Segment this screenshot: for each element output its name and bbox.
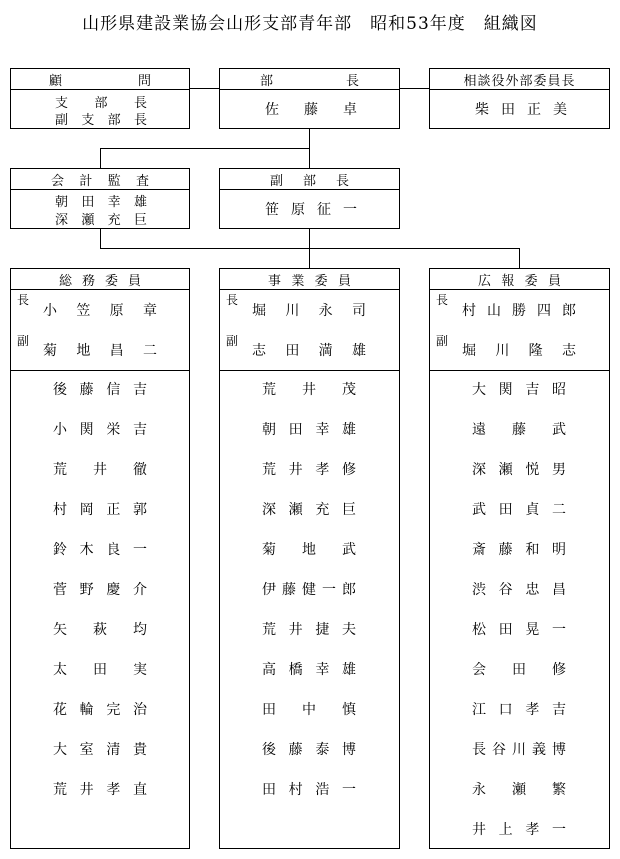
general-member: 菅 野 慶 介 (53, 582, 147, 598)
business-member: 伊 藤 健 一 郎 (262, 582, 356, 598)
pr-member: 長 谷 川 義 博 (472, 742, 566, 758)
general-member: 村 岡 正 郭 (53, 502, 147, 518)
general-member: 後 藤 信 吉 (53, 382, 147, 398)
advisor-header: 顧 問 (49, 73, 151, 89)
general-vice-role: 副 (17, 334, 30, 348)
business-member: 後 藤 泰 博 (262, 742, 356, 758)
connector-chief-down (309, 128, 310, 170)
pr-member: 江 口 孝 吉 (472, 702, 566, 718)
connector-mid (100, 148, 310, 149)
advisor-member-1: 支 部 長 (55, 96, 147, 111)
pr-vice-role: 副 (436, 334, 449, 348)
business-member: 高 橋 幸 雄 (262, 662, 356, 678)
audit-member-1: 朝 田 幸 雄 (55, 195, 147, 210)
connector-right-down (519, 248, 520, 268)
general-separator (11, 370, 189, 371)
general-member: 太 田 実 (53, 662, 147, 678)
business-member: 菊 地 武 (262, 542, 356, 558)
pr-separator (430, 370, 609, 371)
connector-audit-up (100, 148, 101, 170)
audit-member-2: 深 瀬 充 巨 (55, 213, 147, 228)
general-chair-role: 長 (17, 293, 30, 307)
general-member: 荒 井 徹 (53, 462, 147, 478)
business-header-row (220, 269, 399, 290)
pr-member: 井 上 孝 一 (472, 822, 566, 838)
vice-box (219, 168, 400, 229)
advisor-box (10, 68, 190, 129)
pr-chair-role: 長 (436, 293, 449, 307)
pr-vice-name: 堀 川 隆 志 (462, 343, 576, 359)
business-chair-name: 堀 川 永 司 (252, 303, 366, 319)
general-header: 総 務 委 員 (59, 273, 141, 289)
pr-member: 松 田 晃 一 (472, 622, 566, 638)
pr-member: 永 瀬 繁 (472, 782, 566, 798)
general-member: 荒 井 孝 直 (53, 782, 147, 798)
business-member: 田 中 慎 (262, 702, 356, 718)
vice-name: 笹 原 征 一 (265, 202, 357, 218)
consult-box (429, 68, 610, 129)
business-vice-name: 志 田 満 雄 (252, 343, 366, 359)
pr-member: 会 田 修 (472, 662, 566, 678)
pr-member: 深 瀬 悦 男 (472, 462, 566, 478)
audit-box (10, 168, 190, 229)
chief-name: 佐 藤 卓 (265, 102, 357, 118)
chart-title: 山形県建設業協会山形支部青年部 昭和53年度 組織図 (82, 14, 538, 34)
business-member: 深 瀬 充 巨 (262, 502, 356, 518)
general-member: 小 関 栄 吉 (53, 422, 147, 438)
pr-chair-name: 村 山 勝 四 郎 (462, 303, 576, 319)
business-member: 荒 井 捷 夫 (262, 622, 356, 638)
pr-member: 遠 藤 武 (472, 422, 566, 438)
business-chair-role: 長 (226, 293, 239, 307)
general-chair-name: 小 笠 原 章 (43, 303, 157, 319)
general-member: 鈴 木 良 一 (53, 542, 147, 558)
pr-member: 武 田 貞 二 (472, 502, 566, 518)
committee-general (10, 268, 190, 849)
chief-box (219, 68, 400, 129)
connector-bottom (100, 248, 520, 249)
general-member: 花 輪 完 治 (53, 702, 147, 718)
consult-header: 相談役外部委員長 (430, 69, 609, 90)
general-member: 大 室 清 貴 (53, 742, 147, 758)
pr-member: 斎 藤 和 明 (472, 542, 566, 558)
business-separator (220, 370, 399, 371)
connector-audit-down (100, 228, 101, 248)
chief-header: 部 長 (260, 73, 359, 89)
committee-pr (429, 268, 610, 849)
audit-header: 会 計 監 査 (51, 173, 149, 189)
general-vice-name: 菊 地 昌 二 (43, 343, 157, 359)
advisor-member-2: 副 支 部 長 (55, 113, 147, 128)
vice-header: 副 部 長 (270, 173, 349, 189)
consult-name: 柴 田 正 美 (475, 102, 567, 118)
business-member: 荒 井 茂 (262, 382, 356, 398)
pr-member: 渋 谷 忠 昌 (472, 582, 566, 598)
general-member: 矢 萩 均 (53, 622, 147, 638)
business-member: 荒 井 孝 修 (262, 462, 356, 478)
business-vice-role: 副 (226, 334, 239, 348)
pr-header: 広 報 委 員 (478, 273, 561, 289)
business-member: 朝 田 幸 雄 (262, 422, 356, 438)
committee-business (219, 268, 400, 849)
pr-member: 大 関 吉 昭 (472, 382, 566, 398)
general-header-row (11, 269, 189, 290)
business-header: 事 業 委 員 (268, 273, 351, 289)
business-member: 田 村 浩 一 (262, 782, 356, 798)
pr-header-row (430, 269, 609, 290)
